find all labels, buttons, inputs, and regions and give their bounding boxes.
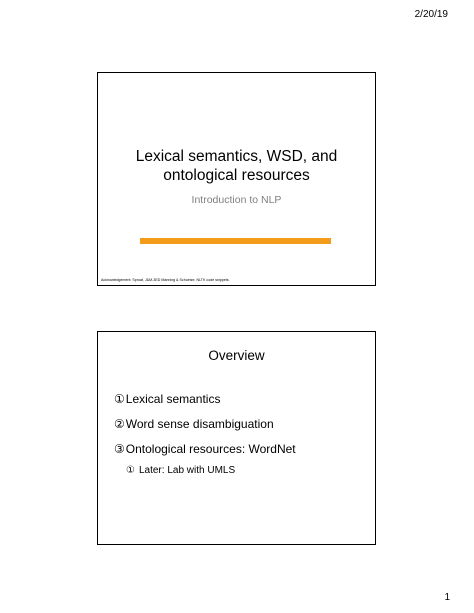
list-item-label: Ontological resources: WordNet bbox=[125, 441, 296, 456]
slide-subtitle: Introduction to NLP bbox=[191, 194, 282, 206]
list-item bbox=[114, 436, 296, 461]
title-line-1: Lexical semantics, WSD, and bbox=[135, 148, 338, 165]
title-line-2: ontological resources bbox=[163, 167, 310, 184]
acknowledgement-text: Acknowledgement: Sproat, J&M-3ED Manning & Schuetze, NLTK code snippets. bbox=[101, 278, 230, 282]
circled-number-icon: ① bbox=[114, 391, 125, 406]
list-item bbox=[114, 386, 296, 411]
slide-title bbox=[97, 72, 376, 286]
list-item-label: Lexical semantics bbox=[125, 391, 221, 406]
sub-list-item-label: Later: Lab with UMLS bbox=[138, 464, 236, 476]
sub-list-item bbox=[114, 461, 296, 479]
circled-number-icon: ③ bbox=[114, 441, 125, 456]
list-item-label: Word sense disambiguation bbox=[125, 416, 274, 431]
accent-bar bbox=[140, 238, 331, 244]
overview-list bbox=[114, 386, 296, 479]
slide-title-heading bbox=[98, 147, 375, 185]
list-item bbox=[114, 411, 296, 436]
circled-number-icon: ② bbox=[114, 416, 125, 431]
page-number: 1 bbox=[444, 592, 450, 603]
page-date: 2/20/19 bbox=[414, 9, 448, 20]
overview-title: Overview bbox=[208, 348, 265, 363]
circled-number-icon: ① bbox=[126, 464, 135, 476]
slide-overview bbox=[97, 331, 376, 545]
